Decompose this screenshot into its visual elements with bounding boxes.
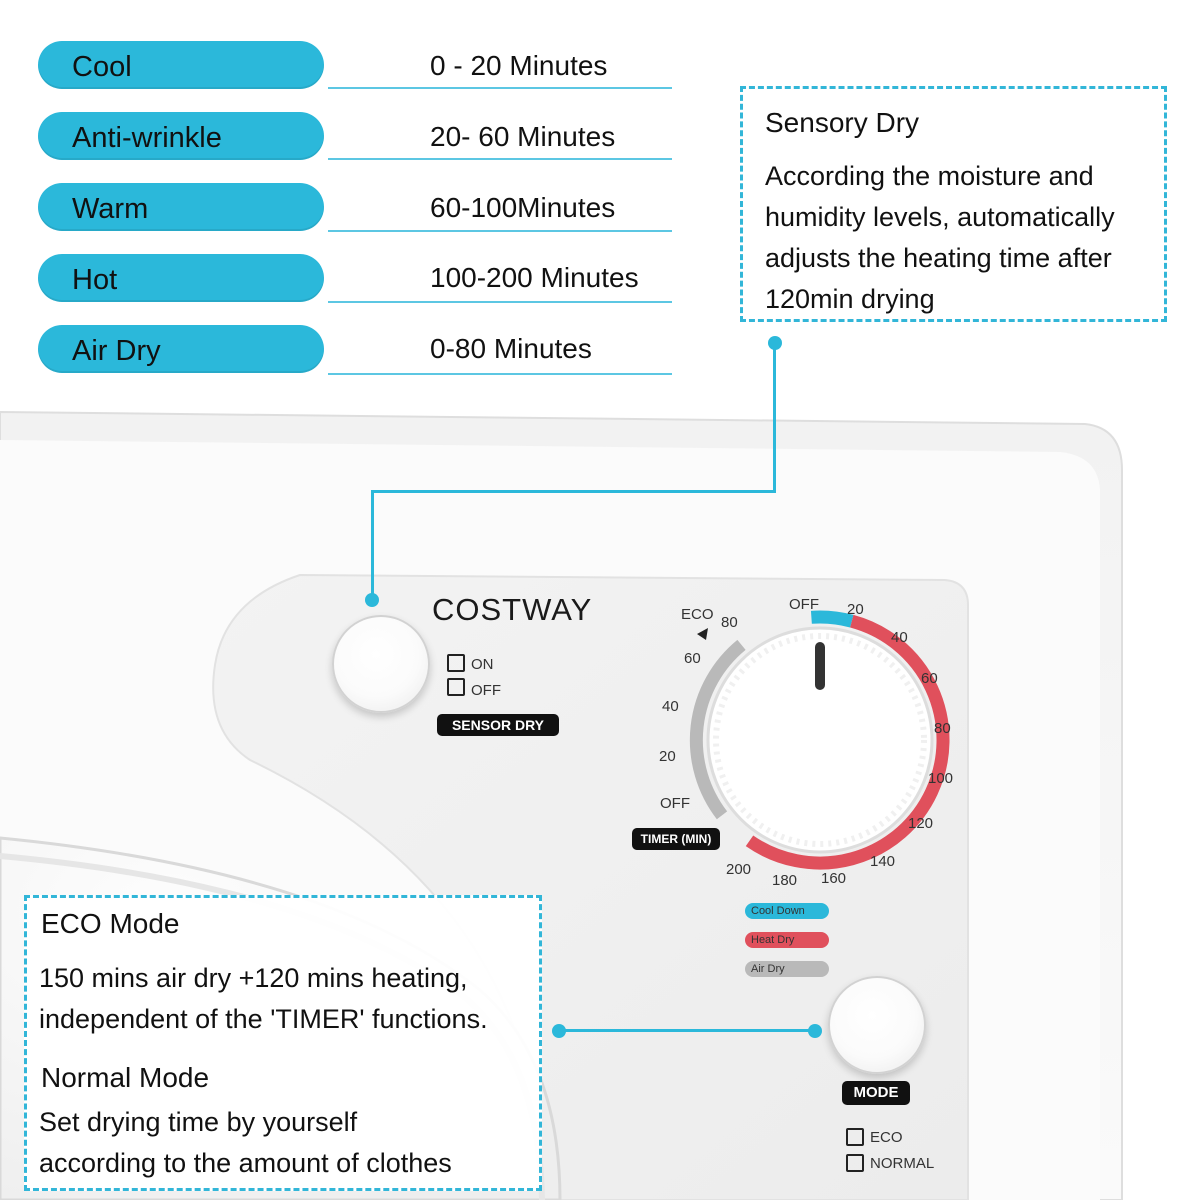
description-line: humidity levels, automatically — [765, 202, 1115, 232]
dial-label-40-right: 40 — [891, 629, 908, 646]
dial-label-80: 80 — [721, 614, 738, 631]
connector-line — [558, 1029, 814, 1032]
dial-label-40: 40 — [662, 698, 679, 715]
connector-line — [371, 490, 776, 493]
timer-tag: TIMER (MIN) — [632, 828, 720, 850]
connector-dot — [768, 336, 782, 350]
switch-off-icon — [447, 678, 465, 696]
sensor-dry-tag: SENSOR DRY — [437, 714, 559, 736]
mode-name: Air Dry — [72, 335, 161, 367]
dial-label-60-right: 60 — [921, 670, 938, 687]
legend-heat-dry: Heat Dry — [745, 932, 829, 948]
eco-mode-description — [39, 958, 539, 1040]
dial-label-60: 60 — [684, 650, 701, 667]
sensory-dry-description — [765, 156, 1165, 320]
mode-duration: 60-100Minutes — [430, 192, 616, 223]
mode-duration: 0-80 Minutes — [430, 333, 592, 364]
dial-label-80-right: 80 — [934, 720, 951, 737]
description-line: 150 mins air dry +120 mins heating, — [39, 963, 468, 993]
dial-label-eco: ECO — [681, 606, 714, 623]
mode-name: Anti-wrinkle — [72, 122, 222, 154]
cool-down-arc — [811, 617, 851, 621]
dial-label-100: 100 — [928, 770, 954, 787]
timer-dial[interactable] — [698, 625, 942, 869]
mode-eco-label: ECO — [870, 1129, 903, 1146]
switch-eco-icon — [846, 1128, 864, 1146]
connector-line — [371, 490, 374, 600]
description-line: Set drying time by yourself — [39, 1107, 358, 1137]
connector-dot — [365, 593, 379, 607]
description-line: adjusts the heating time after — [765, 243, 1112, 273]
dial-label-160: 160 — [821, 870, 847, 887]
mode-name: Cool — [72, 51, 132, 83]
dial-label-140: 140 — [870, 853, 896, 870]
mode-name: Warm — [72, 193, 149, 225]
dial-label-off-top: OFF — [789, 596, 819, 613]
connector-dot — [808, 1024, 822, 1038]
dial-label-20-right: 20 — [847, 601, 864, 618]
mode-tag: MODE — [842, 1081, 910, 1105]
mode-duration: 100-200 Minutes — [430, 262, 639, 293]
dial-label-20: 20 — [659, 748, 676, 765]
mode-normal-label: NORMAL — [870, 1155, 935, 1172]
eco-mode-title: ECO Mode — [41, 908, 180, 939]
legend-air-dry: Air Dry — [745, 961, 829, 977]
sensor-dry-button[interactable] — [332, 615, 430, 713]
dial-label-180: 180 — [772, 872, 798, 889]
mode-button[interactable] — [828, 976, 926, 1074]
description-line: according to the amount of clothes — [39, 1148, 452, 1178]
mode-duration: 20- 60 Minutes — [430, 121, 616, 152]
sensor-on-label: ON — [471, 656, 494, 673]
normal-mode-description — [39, 1102, 539, 1184]
mode-name: Hot — [72, 264, 118, 296]
sensory-dry-callout — [740, 86, 1167, 322]
legend-cool-down: Cool Down — [745, 903, 829, 919]
switch-on-icon — [447, 654, 465, 672]
connector-line — [773, 343, 776, 493]
description-line: independent of the 'TIMER' functions. — [39, 1004, 488, 1034]
connector-dot — [552, 1024, 566, 1038]
mode-callout — [24, 895, 542, 1191]
sensory-dry-title: Sensory Dry — [765, 107, 920, 138]
brand-logo: COSTWAY — [432, 592, 593, 627]
description-line: According the moisture and — [765, 161, 1094, 191]
dial-label-off: OFF — [660, 795, 690, 812]
description-line: 120min drying — [765, 284, 935, 314]
normal-mode-title: Normal Mode — [41, 1062, 210, 1093]
dial-label-200: 200 — [726, 861, 752, 878]
sensor-off-label: OFF — [471, 682, 501, 699]
mode-duration: 0 - 20 Minutes — [430, 50, 608, 81]
switch-normal-icon — [846, 1154, 864, 1172]
dial-label-120: 120 — [908, 815, 934, 832]
